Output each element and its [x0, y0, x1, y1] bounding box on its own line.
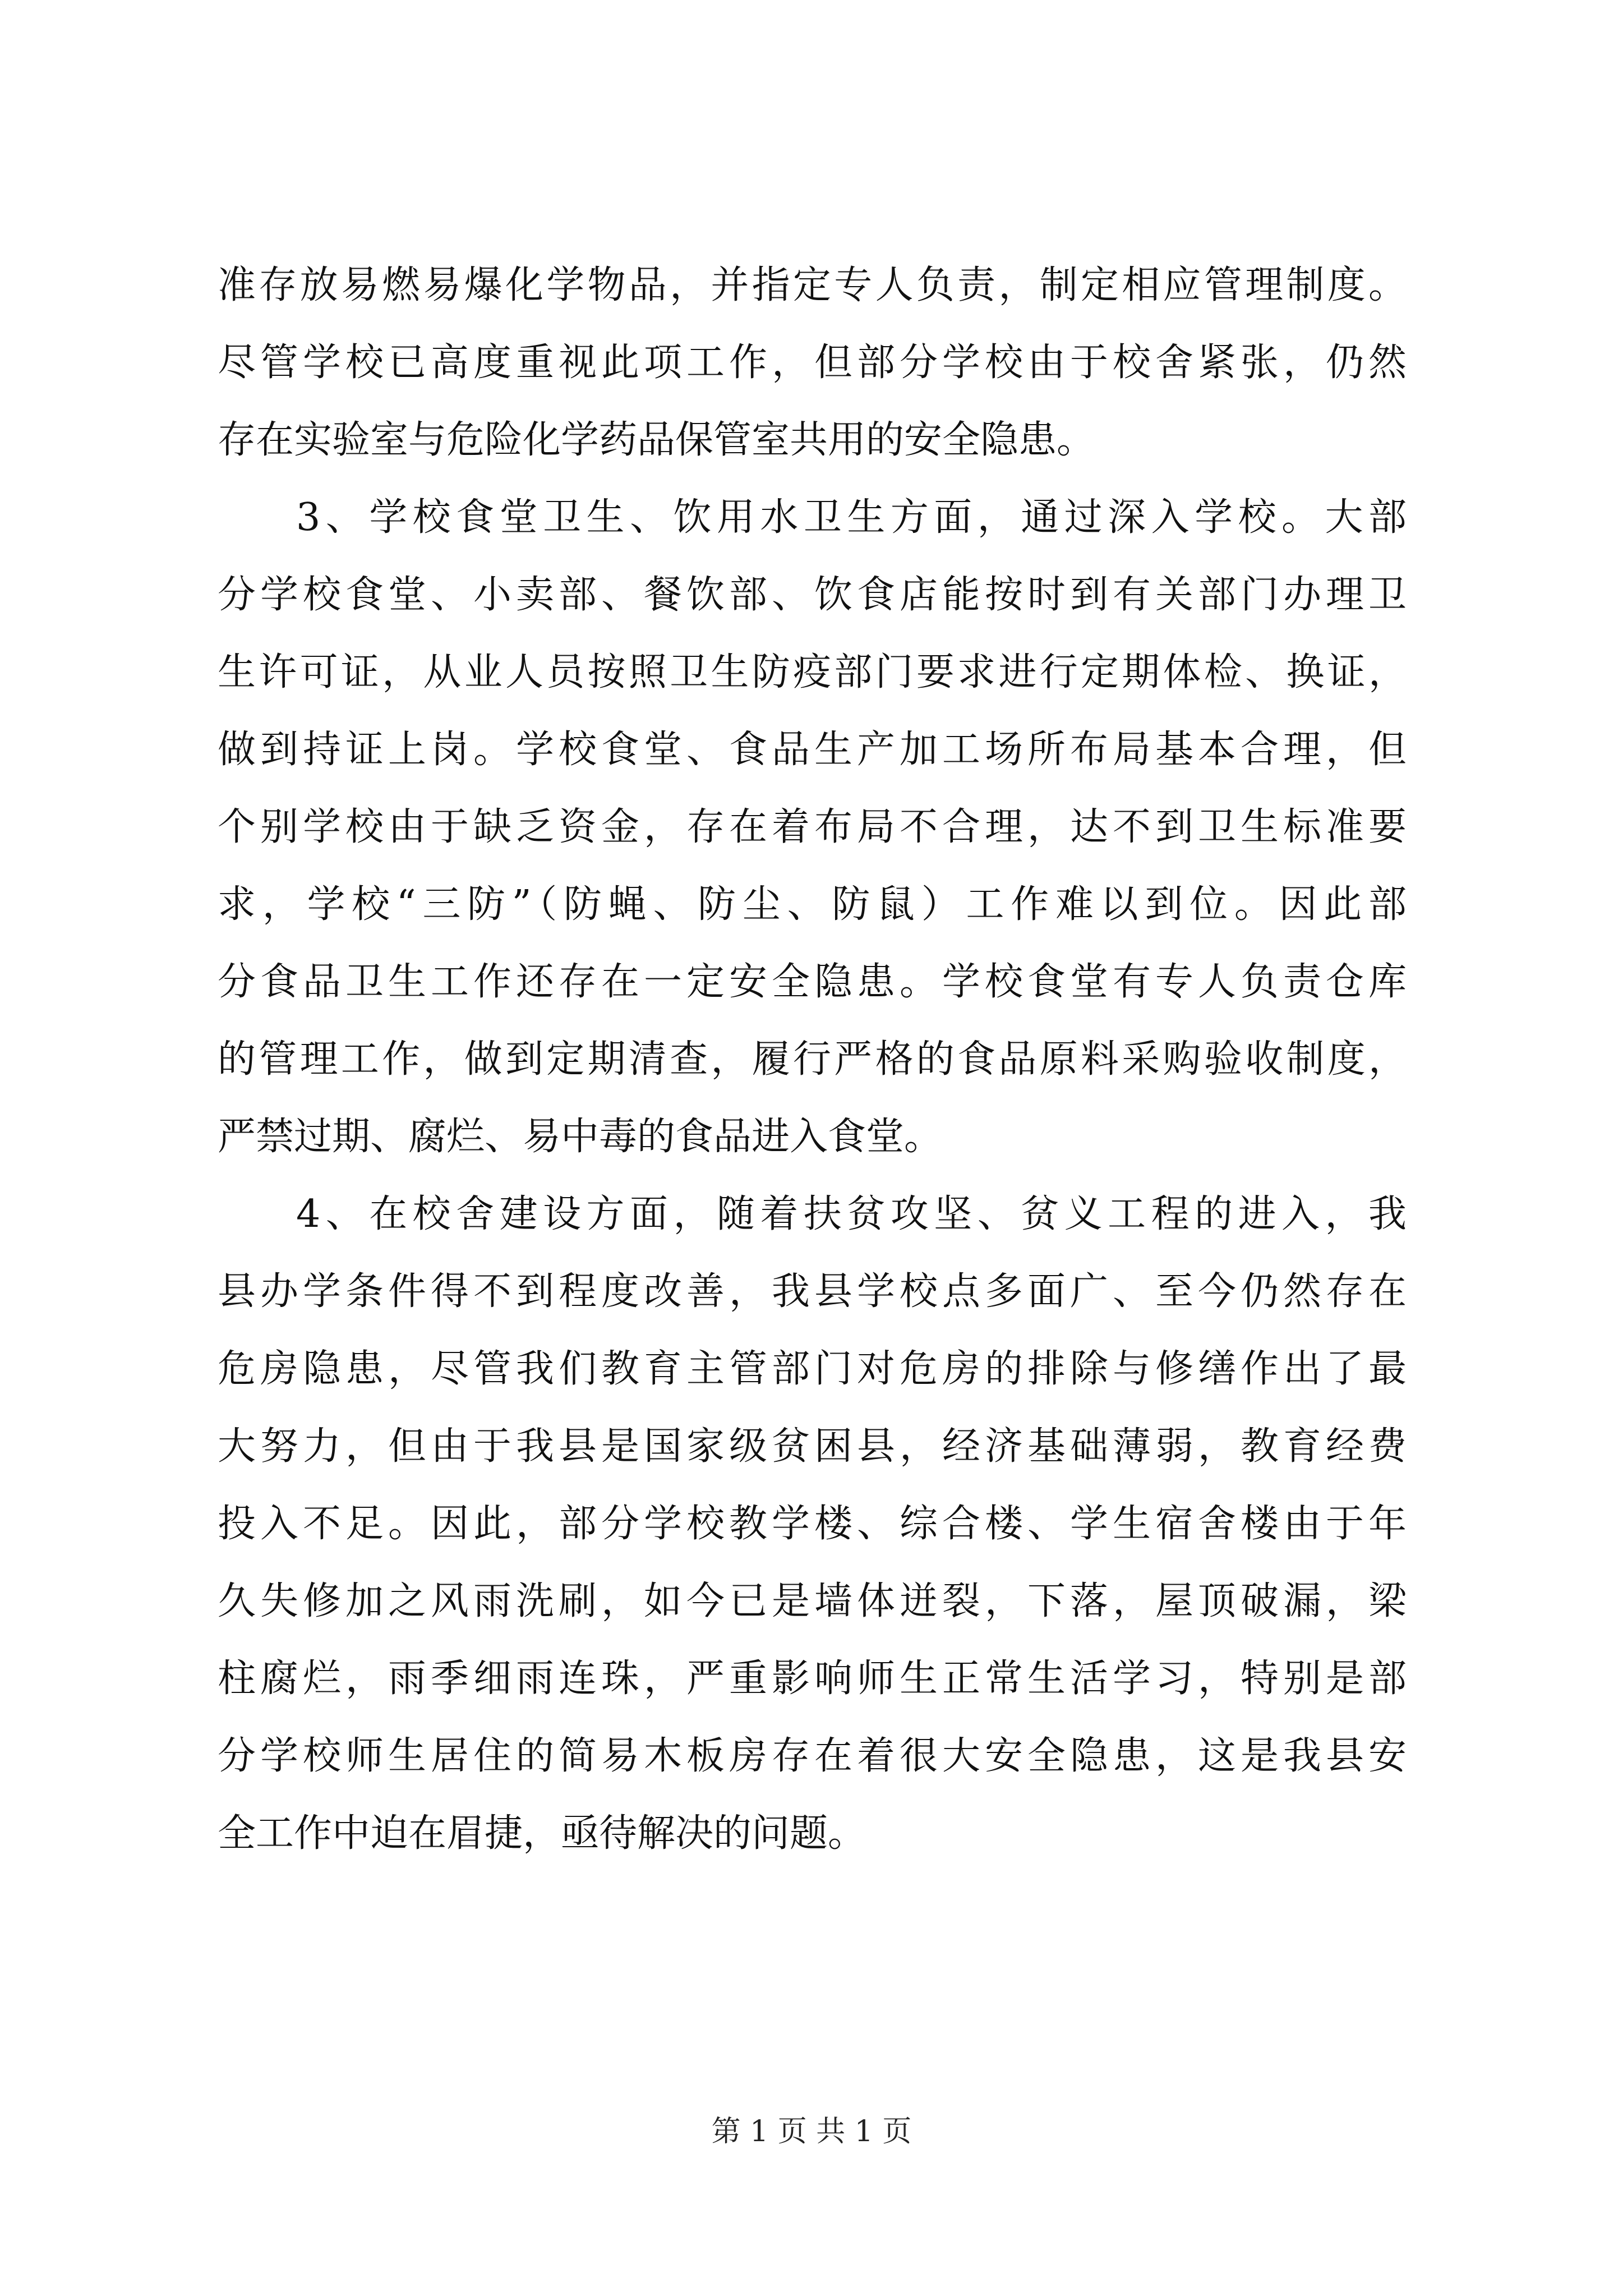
text-line: 全工作中迫在眉捷，亟待解决的问题。 [218, 1811, 866, 1856]
text-line: 严禁过期、腐烂、易中毒的食品进入食堂。 [218, 1115, 943, 1159]
page-number-footer: 第 1 页 共 1 页 [711, 2115, 912, 2148]
text-line: 生许可证，从业人员按照卫生防疫部门要求进行定期体检、换证， [218, 650, 1407, 694]
text-line: 3、学校食堂卫生、饮用水卫生方面，通过深入学校。大部 [296, 495, 1407, 540]
text-line: 存在实验室与危险化学药品保管室共用的安全隐患。 [218, 418, 1095, 462]
text-line: 危房隐患，尽管我们教育主管部门对危房的排除与修缮作出了最 [218, 1347, 1407, 1391]
text-line: 准存放易燃易爆化学物品，并指定专人负责，制定相应管理制度。 [218, 263, 1407, 307]
text-line: 久失修加之风雨洗刷，如今已是墙体迸裂，下落，屋顶破漏，梁 [218, 1579, 1407, 1623]
text-line: 分食品卫生工作还存在一定安全隐患。学校食堂有专人负责仓库 [218, 960, 1407, 1004]
text-line: 投入不足。因此，部分学校教学楼、综合楼、学生宿舍楼由于年 [218, 1502, 1407, 1546]
text-line: 求，学校“三防”（防蝇、防尘、防鼠）工作难以到位。因此部 [218, 882, 1407, 927]
text-line: 分学校食堂、小卖部、餐饮部、饮食店能按时到有关部门办理卫 [218, 573, 1407, 617]
document-body [218, 247, 1407, 1872]
text-line: 尽管学校已高度重视此项工作，但部分学校由于校舍紧张，仍然 [218, 341, 1407, 385]
text-line: 做到持证上岗。学校食堂、食品生产加工场所布局基本合理，但 [218, 728, 1407, 772]
text-line: 4、在校舍建设方面，随着扶贫攻坚、贫义工程的进入，我 [296, 1192, 1407, 1236]
text-line: 大努力，但由于我县是国家级贫困县，经济基础薄弱，教育经费 [218, 1424, 1407, 1469]
text-line: 分学校师生居住的简易木板房存在着很大安全隐患，这是我县安 [218, 1734, 1407, 1778]
text-line: 柱腐烂，雨季细雨连珠，严重影响师生正常生活学习，特别是部 [218, 1657, 1407, 1701]
text-line: 县办学条件得不到程度改善，我县学校点多面广、至今仍然存在 [218, 1269, 1407, 1314]
text-line: 个别学校由于缺乏资金，存在着布局不合理，达不到卫生标准要 [218, 805, 1407, 849]
text-line: 的管理工作，做到定期清查，履行严格的食品原料采购验收制度， [218, 1037, 1407, 1082]
